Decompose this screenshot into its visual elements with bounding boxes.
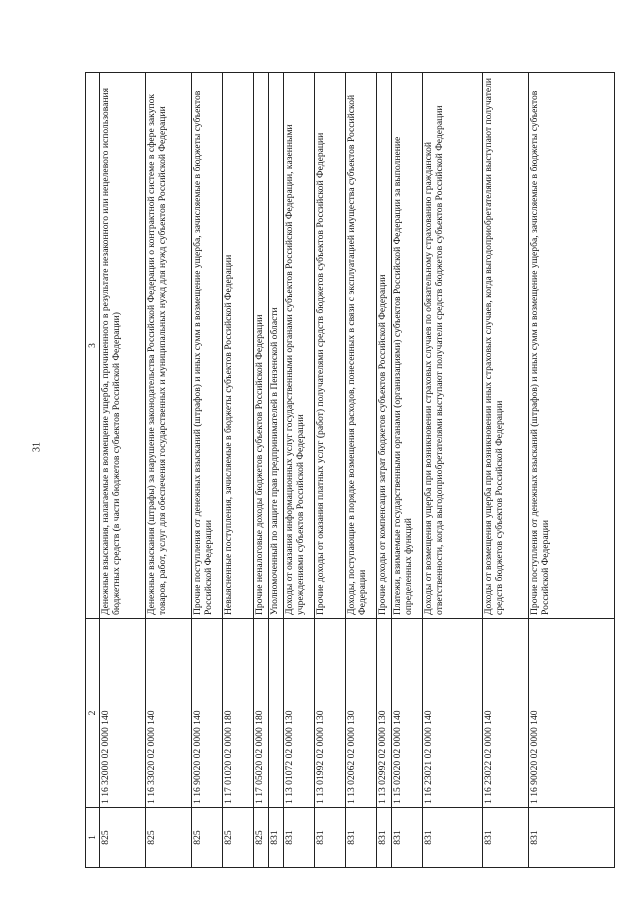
revenue-code-cell: 1 16 32000 02 0000 140 [100, 619, 146, 808]
admin-code-cell: 825 [223, 808, 254, 868]
revenue-name-cell: Прочие доходы от оказания платных услуг (работ) получателями средств бюджетов субъектов Российской Федерации [315, 73, 346, 619]
revenue-name-cell: Доходы от оказания информационных услуг государственными органами субъектов Российской Федерации, казенными учреждениями субъектов Российской Федерации [284, 73, 315, 619]
revenue-code-cell: 1 16 33020 02 0000 140 [146, 619, 192, 808]
revenue-code-cell: 1 13 02062 02 0000 130 [346, 619, 377, 808]
revenue-name-cell: Невыясненные поступления, зачисляемые в бюджеты субъектов Российской Федерации [223, 73, 254, 619]
revenue-code-cell [269, 619, 284, 808]
admin-code-cell: 831 [346, 808, 377, 868]
revenue-name-cell: Доходы от возмещения ущерба при возникновении страховых случаев по обязательному страхованию гражданской ответственности, когда выгодоприобретателями выступают получатели средств бюджетов субъектов Российской Федерации [423, 73, 483, 619]
admin-code-cell: 831 [269, 808, 284, 868]
revenue-name-cell: Денежные взыскания, налагаемые в возмещение ущерба, причиненного в результате незаконного или нецелевого использования бюджетных средств (в части бюджетов субъектов Российской Федерации) [100, 73, 146, 619]
table-row [423, 73, 483, 868]
admin-code-cell: 825 [146, 808, 192, 868]
column-header-admin: 1 [86, 808, 100, 868]
revenue-code-cell: 1 13 01072 02 0000 130 [284, 619, 315, 808]
admin-code-cell: 825 [100, 808, 146, 868]
admin-code-cell: 831 [423, 808, 483, 868]
revenue-code-cell: 1 13 01992 02 0000 130 [315, 619, 346, 808]
admin-code-cell: 825 [192, 808, 223, 868]
table-row [284, 73, 315, 868]
revenue-name-cell: Уполномоченный по защите прав предпринимателей в Пензенской области [269, 73, 284, 619]
table-row [100, 73, 146, 868]
admin-code-cell: 831 [529, 808, 615, 868]
revenue-code-cell: 1 16 90020 02 0000 140 [192, 619, 223, 808]
table-row [315, 73, 346, 868]
revenue-name-cell: Прочие неналоговые доходы бюджетов субъектов Российской Федерации [254, 73, 269, 619]
admin-code-cell: 831 [284, 808, 315, 868]
revenue-code-cell: 1 13 02992 02 0000 130 [377, 619, 392, 808]
revenue-name-cell: Прочие доходы от компенсации затрат бюджетов субъектов Российской Федерации [377, 73, 392, 619]
revenue-codes-table [85, 72, 615, 868]
admin-code-cell: 831 [483, 808, 529, 868]
table-row [146, 73, 192, 868]
revenue-code-cell: 1 16 23021 02 0000 140 [423, 619, 483, 808]
revenue-name-cell: Денежные взыскания (штрафы) за нарушение законодательства Российской Федерации о контрактной системе в сфере закупок товаров, работ, услуг для обеспечения государственных и муниципальных нужд для нужд субъектов Российской Федерации [146, 73, 192, 619]
table-row [377, 73, 392, 868]
table-row [346, 73, 377, 868]
revenue-code-cell: 1 17 05020 02 0000 180 [254, 619, 269, 808]
table-row [483, 73, 529, 868]
revenue-name-cell: Платежи, взимаемые государственными органами (организациями) субъектов Российской Федерации за выполнение определенных функций [392, 73, 423, 619]
revenue-name-cell: Доходы от возмещения ущерба при возникновении иных страховых случаев, когда выгодоприобретателями выступают получатели средств бюджетов субъектов Российской Федерации [483, 73, 529, 619]
table-row [223, 73, 254, 868]
admin-code-cell: 831 [377, 808, 392, 868]
table-row [529, 73, 615, 868]
table-row [192, 73, 223, 868]
revenue-code-cell: 1 16 90020 02 0000 140 [529, 619, 615, 808]
table-row [392, 73, 423, 868]
column-header-name: 3 [86, 73, 100, 619]
table-row [269, 73, 284, 868]
column-header-code: 2 [86, 619, 100, 808]
rotated-table-wrapper [85, 72, 615, 868]
page-number: 31 [31, 442, 43, 452]
revenue-code-cell: 1 15 02020 02 0000 140 [392, 619, 423, 808]
table-header-row [86, 73, 100, 868]
revenue-name-cell: Прочие поступления от денежных взысканий (штрафов) и иных сумм в возмещение ущерба, зачисляемые в бюджеты субъектов Российской Федерации [529, 73, 615, 619]
table-row [254, 73, 269, 868]
revenue-name-cell: Прочие поступления от денежных взысканий (штрафов) и иных сумм в возмещение ущерба, зачисляемые в бюджеты субъектов Российской Федерации [192, 73, 223, 619]
revenue-name-cell: Доходы, поступающие в порядке возмещения расходов, понесенных в связи с эксплуатацией имущества субъектов Российской Федерации [346, 73, 377, 619]
revenue-code-cell: 1 17 01020 02 0000 180 [223, 619, 254, 808]
admin-code-cell: 831 [392, 808, 423, 868]
revenue-code-cell: 1 16 23022 02 0000 140 [483, 619, 529, 808]
admin-code-cell: 825 [254, 808, 269, 868]
admin-code-cell: 831 [315, 808, 346, 868]
